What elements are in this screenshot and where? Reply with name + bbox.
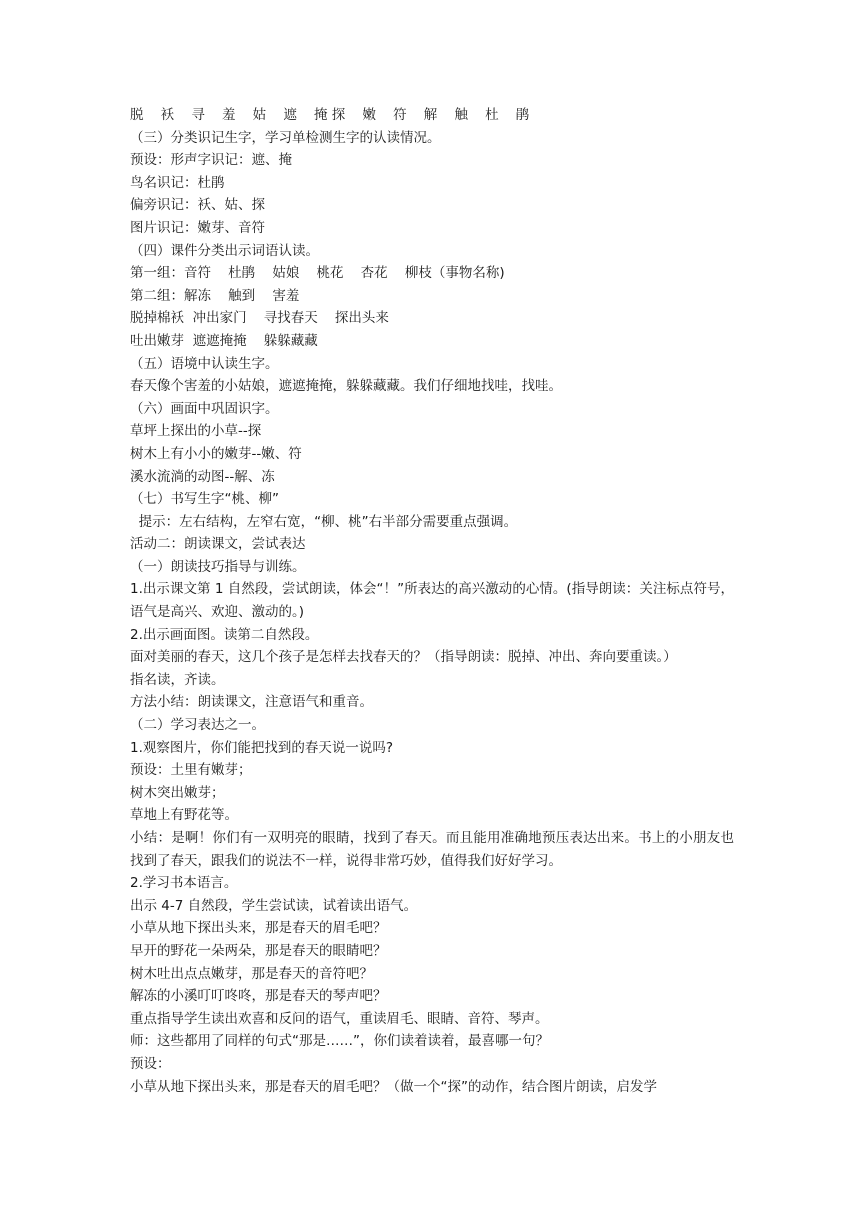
text-line: （二）学习表达之一。 <box>130 717 265 734</box>
text-line: 2.出示画面图。读第二自然段。 <box>130 626 319 643</box>
text-line: （七）书写生字“桃、柳” <box>130 491 279 508</box>
text-line: 预设：形声字识记：遮、掩 <box>130 152 292 169</box>
text-line: （一）朗读技巧指导与训练。 <box>130 558 306 575</box>
text-line: 图片识记：嫩芽、音符 <box>130 219 265 236</box>
text-line: 树木上有小小的嫩芽--嫩、符 <box>130 445 302 462</box>
text-line: 提示：左右结构，左窄右宽，“柳、桃”右半部分需要重点强调。 <box>130 513 518 530</box>
text-line: 活动二：朗读课文，尝试表达 <box>130 536 306 553</box>
text-line: 出示 4-7 自然段，学生尝试读，试着读出语气。 <box>130 897 418 914</box>
text-line: 春天像个害羞的小姑娘，遮遮掩掩，躲躲藏藏。我们仔细地找哇，找哇。 <box>130 378 562 395</box>
text-line: 鸟名识记：杜鹃 <box>130 174 225 191</box>
text-line: 面对美丽的春天，这几个孩子是怎样去找春天的？（指导朗读：脱掉、冲出、奔向要重读。） <box>130 649 677 666</box>
text-line: 2.学习书本语言。 <box>130 875 238 892</box>
text-line: 小草从地下探出头来，那是春天的眉毛吧？ <box>130 920 387 937</box>
text-line: 树木突出嫩芽； <box>130 784 225 801</box>
text-line: 脱掉棉袄 冲出家门 寻找春天 探出头来 <box>130 310 389 327</box>
text-line: 草地上有野花等。 <box>130 807 238 824</box>
text-line: 草坪上探出的小草--探 <box>130 423 262 440</box>
text-line: 预设： <box>130 1055 171 1072</box>
text-line: 小草从地下探出头来，那是春天的眉毛吧？（做一个“探”的动作，结合图片朗读，启发学 <box>130 1078 657 1095</box>
text-line: 重点指导学生读出欢喜和反问的语气，重读眉毛、眼睛、音符、琴声。 <box>130 1010 549 1027</box>
text-line: （六）画面中巩固识字。 <box>130 400 279 417</box>
text-line: 解冻的小溪叮叮咚咚，那是春天的琴声吧？ <box>130 988 387 1005</box>
document-body <box>130 104 734 1098</box>
text-line: 师：这些都用了同样的句式“那是……”，你们读着读着，最喜哪一句？ <box>130 1033 549 1050</box>
text-line: 方法小结：朗读课文，注意语气和重音。 <box>130 694 373 711</box>
paragraph: 1.出示课文第 1 自然段，尝试朗读，体会“！”所表达的高兴激动的心情。(指导朗读：关注标点符号，语气是高兴、欢迎、激动的。) <box>130 581 734 621</box>
text-line: 指名读，齐读。 <box>130 671 225 688</box>
text-line: 预设：土里有嫩芽； <box>130 762 252 779</box>
text-line: 第二组：解冻 触到 害羞 <box>130 287 300 304</box>
text-line: 1.观察图片，你们能把找到的春天说一说吗? <box>130 739 394 756</box>
text-line: 早开的野花一朵两朵，那是春天的眼睛吧？ <box>130 942 387 959</box>
text-line: 溪水流淌的动图--解、冻 <box>130 468 275 485</box>
text-line: （三）分类识记生字，学习单检测生字的认读情况。 <box>130 129 441 146</box>
character-list-line: 脱 袄 寻 羞 姑 遮 掩 探 嫩 符 解 触 杜 鹃 <box>130 107 530 123</box>
text-line: （四）课件分类出示词语认读。 <box>130 242 319 259</box>
text-line: 树木吐出点点嫩芽，那是春天的音符吧？ <box>130 965 373 982</box>
text-line: 吐出嫩芽 遮遮掩掩 躲躲藏藏 <box>130 332 318 349</box>
text-line: （五）语境中认读生字。 <box>130 355 279 372</box>
text-line: 偏旁识记：袄、姑、探 <box>130 197 265 214</box>
paragraph: 小结：是啊！你们有一双明亮的眼睛，找到了春天。而且能用准确地预压表达出来。书上的小朋友也找到了春天，跟我们的说法不一样，说得非常巧妙，值得我们好好学习。 <box>130 830 734 869</box>
text-line: 第一组：音符 杜鹃 姑娘 桃花 杏花 柳枝（事物名称) <box>130 265 505 282</box>
